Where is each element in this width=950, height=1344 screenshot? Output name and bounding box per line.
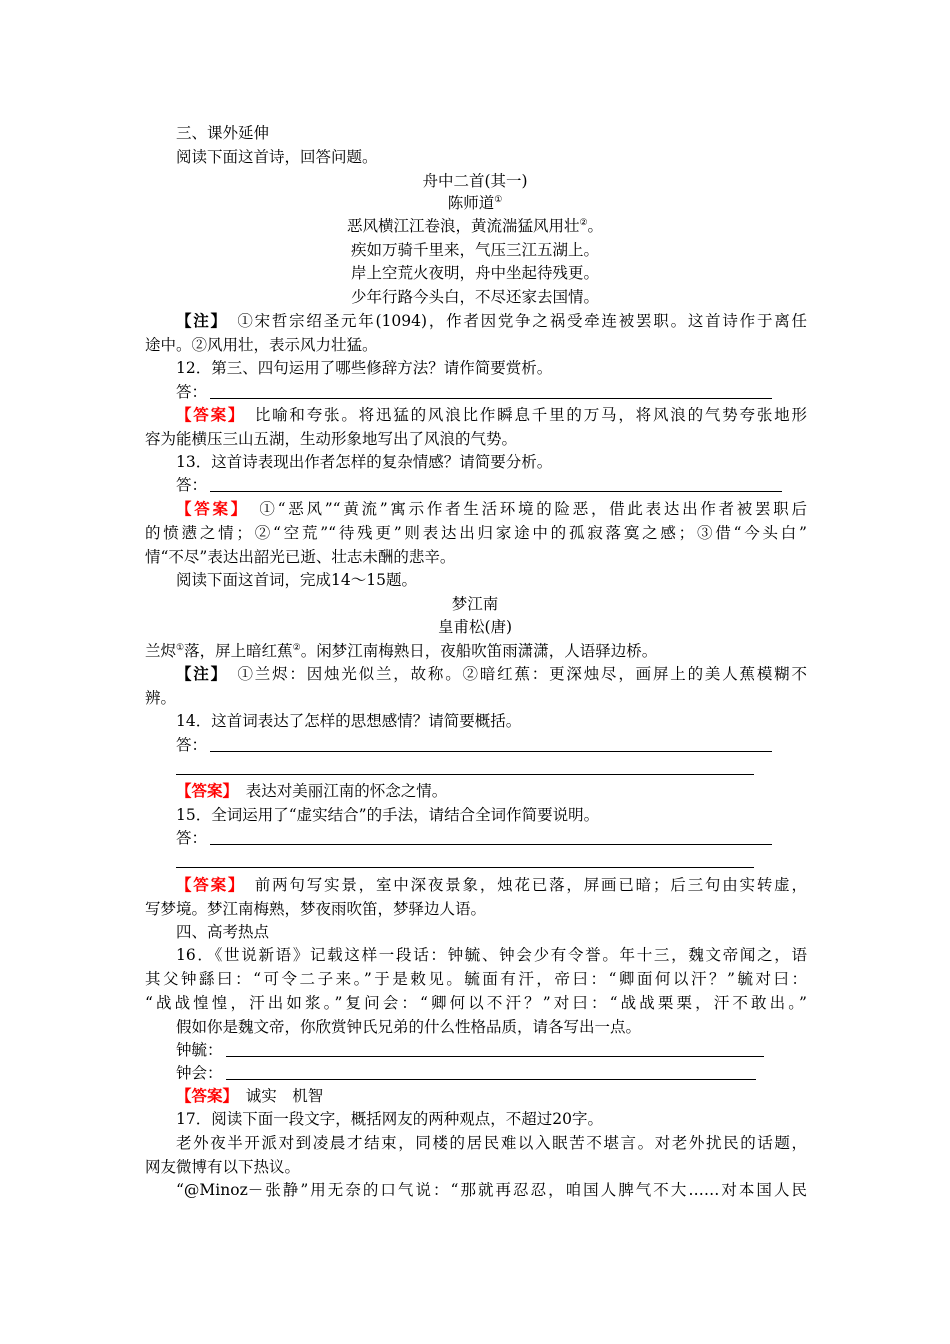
note-line: 【注】 ①兰烬：因烛光似兰，故称。②暗红蕉：更深烛尽，画屏上的美人蕉模糊不: [176, 664, 807, 683]
answer-line: [176, 867, 754, 868]
answer-line-text: 写梦境。梦江南梅熟，梦夜雨吹笛，梦驿边人语。: [145, 900, 487, 918]
footnote-marker: ②: [579, 218, 588, 228]
question-text: “战战惶惶，汗出如浆。”复问会：“卿何以不汗？”对曰：“战战栗栗，汗不敢出。”: [145, 994, 807, 1012]
footnote-marker: ①: [494, 195, 503, 205]
answer-prefix: 答：: [176, 383, 208, 401]
question-text: 假如你是魏文帝，你欣赏钟氏兄弟的什么性格品质，请各写出一点。: [176, 1018, 642, 1036]
footnote-marker: ②: [292, 643, 301, 653]
answer-line-text: 【答案】 前两句写实景，室中深夜景象，烛花已落，屏画已暗；后三句由实转虚，: [176, 875, 807, 894]
poem-title: 梦江南: [451, 595, 499, 613]
answer-line-text: 【答案】 表达对美丽江南的怀念之情。: [176, 781, 448, 800]
reading-instruction: 阅读下面这首诗，回答问题。: [176, 148, 378, 166]
answer-line-text: 【答案】 诚实 机智: [176, 1086, 324, 1105]
answer-label: 【答案】: [176, 499, 242, 518]
answer-line: [210, 491, 782, 492]
answer-label: 【答案】: [176, 781, 231, 800]
poem-author: 陈师道①: [447, 194, 503, 212]
answer-line-text: 容为能横压三山五湖，生动形象地写出了风浪的气势。: [145, 430, 518, 448]
question: 12．第三、四句运用了哪些修辞方法？请作简要赏析。: [176, 359, 553, 377]
answer-line: [176, 774, 754, 775]
note-line: 途中。②风用壮，表示风力壮猛。: [145, 336, 378, 354]
answer-prefix: 答：: [176, 476, 208, 494]
answer-line-text: 【答案】 比喻和夸张。将迅猛的风浪比作瞬息千里的万马，将风浪的气势夸张地形: [176, 405, 807, 424]
answer-prefix: 钟会：: [176, 1064, 223, 1082]
poem-line: 疾如万骑千里来，气压三江五湖上。: [350, 241, 599, 259]
answer-label: 【答案】: [176, 1086, 231, 1105]
answer-line: [226, 1079, 756, 1080]
question: 17．阅读下面一段文字，概括网友的两种观点，不超过20字。: [176, 1110, 603, 1128]
section-heading: 四、高考热点: [176, 923, 270, 941]
answer-line: [210, 751, 772, 752]
note-label: 【注】: [176, 311, 221, 330]
answer-prefix: 答：: [176, 736, 208, 754]
question: 16．《世说新语》记载这样一段话：钟毓、钟会少有令誉。年十三，魏文帝闻之，语: [176, 946, 807, 964]
note-line: 辨。: [145, 689, 177, 707]
answer-line-text: 【答案】 ①“恶风”“黄流”寓示作者生活环境的险恶，借此表达出作者被罢职后: [176, 499, 807, 518]
answer-line-text: 的愤懑之情；②“空荒”“待残更”则表达出归家途中的孤寂落寞之感；③借“今头白”: [145, 524, 807, 542]
poem-title: 舟中二首(其一): [422, 172, 528, 190]
poem-line: 恶风横江江卷浪，黄流湍猛风用壮②。: [346, 217, 604, 235]
answer-prefix: 钟毓：: [176, 1041, 223, 1059]
footnote-marker: ①: [176, 643, 185, 653]
question-text: 老外夜半开派对到凌晨才结束，同楼的居民难以入眠苦不堪言。对老外扰民的话题，: [176, 1134, 807, 1152]
question-text: 网友微博有以下热议。: [145, 1158, 301, 1176]
poem-line: 少年行路今头白，不尽还家去国情。: [350, 288, 599, 306]
poem-text: 兰烬①落，屏上暗红蕉②。闲梦江南梅熟日，夜船吹笛雨潇潇，人语驿边桥。: [145, 642, 658, 660]
answer-label: 【答案】: [176, 405, 238, 424]
question: 15．全词运用了“虚实结合”的手法，请结合全词作简要说明。: [176, 806, 600, 824]
question: 13．这首诗表现出作者怎样的复杂情感？请简要分析。: [176, 453, 553, 471]
section-heading: 三、课外延伸: [176, 124, 270, 142]
poem-author: 皇甫松(唐): [437, 618, 513, 636]
note-label: 【注】: [176, 664, 221, 683]
answer-prefix: 答：: [176, 829, 208, 847]
note-line: 【注】 ①宋哲宗绍圣元年(1094)，作者因党争之祸受牵连被罢职。这首诗作于离任: [176, 311, 807, 330]
question: 14．这首词表达了怎样的思想感情？请简要概括。: [176, 712, 522, 730]
answer-line: [226, 1056, 764, 1057]
answer-line: [210, 398, 772, 399]
poem-line: 岸上空荒火夜明，舟中坐起待残更。: [350, 264, 599, 282]
answer-line: [210, 844, 772, 845]
question-text: 其父钟繇曰：“可令二子来。”于是敕见。毓面有汗，帝曰：“卿面何以汗？”毓对曰：: [145, 970, 807, 988]
question-text: “@Minoz－张静”用无奈的口气说：“那就再忍忍，咱国人脾气不大……对本国人民: [176, 1181, 807, 1199]
answer-label: 【答案】: [176, 875, 238, 894]
reading-instruction: 阅读下面这首词，完成14～15题。: [176, 571, 417, 589]
answer-line-text: 情“不尽”表达出韶光已逝、壮志未酬的悲辛。: [145, 548, 456, 566]
